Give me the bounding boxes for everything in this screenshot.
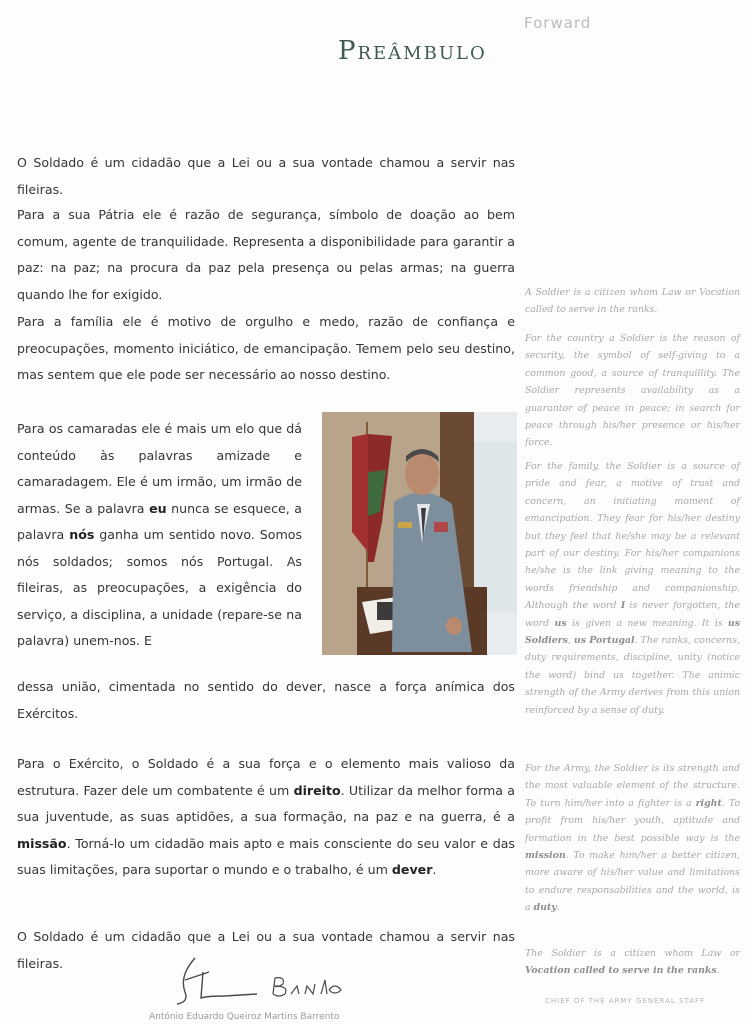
pt-paragraph-5: Para o Exército, o Soldado é a sua força e o elemento mais valioso da estrutura. Fazer dele um combatente é um direito. Utilizar da melhor forma a sua juventude, as suas aptidões, a sua formação, na paz e na guerra, é a missão. Torná-lo um cidadão mais apto e mais consciente do seu valor e das suas limitações, para suportar o mundo e o trabalho, é um dever. <box>17 756 515 877</box>
en-paragraph-3: For the family, the Soldier is a source of pride and fear, a motive of trust and concern, an initiating moment of emancipation. They fear for his/her destiny but they feel that he/she may be a relevant part of our destiny. For his/her companions he/she is the link giving meaning to the words friendship and companionship. Although the word I is never forgotten, the word us is given a new meaning. It is us Soldiers, us Portugal. The ranks, concerns, duty requirements, discipline, unity (notice the word) bind us together. The animic strength of the Army derives from this union reinforced by a sense of duty. <box>525 461 740 716</box>
pt-paragraph-3: Para a família ele é motivo de orgulho e medo, razão de confiança e preocupações, momento iniciático, de emancipação. Temem pelo seu destino, mas sentem que ele pode ser necessário ao nosso destino. <box>17 314 515 382</box>
word-eu: eu <box>149 500 167 516</box>
forward-label: Forward <box>524 14 592 32</box>
word-us: us <box>554 617 567 629</box>
general-portrait-photo <box>322 412 517 655</box>
word-vocation: Vocation called to serve in the ranks <box>525 965 717 977</box>
word-i: I <box>620 600 626 612</box>
pt-paragraph-1: O Soldado é um cidadão que a Lei ou a sua vontade chamou a servir nas fileiras. <box>17 155 515 197</box>
en-paragraph-5: The Soldier is a citizen whom Law or Vocation called to serve in the ranks. <box>525 948 740 977</box>
word-us-soldiers: us Soldiers <box>525 617 740 647</box>
word-us-portugal: us Portugal <box>573 635 635 647</box>
en-paragraph-1: A Soldier is a citizen whom Law or Vocation called to serve in the ranks. <box>525 287 740 316</box>
handwritten-signature <box>165 950 385 1010</box>
pt-paragraph-6: O Soldado é um cidadão que a Lei ou a sua vontade chamou a servir nas fileiras. <box>17 929 515 971</box>
page-title: Preâmbulo <box>338 36 487 66</box>
en-paragraph-4: For the Army, the Soldier is its strength and the most valuable element of the structure. To turn him/her into a fighter is a right. To profit from his/her youth, aptitude and formation in the best possible way is the mission. To make him/her a better citizen, more aware of his/her value and limitations to endure responsabilities and the world, is a duty. <box>525 763 740 914</box>
word-direito: direito <box>293 782 341 798</box>
en-paragraph-2: For the country a Soldier is the reason of security, the symbol of self-giving to a common good, a source of tranquillity. The Soldier represents availability as a guarantor of peace in peace; in search for peace through his/her presence or his/her force. <box>525 333 740 449</box>
word-duty: duty <box>533 902 557 914</box>
word-missao: missão <box>17 835 67 851</box>
word-right: right <box>695 797 722 809</box>
word-dever: dever <box>391 862 433 877</box>
pt-paragraph-2: Para a sua Pátria ele é razão de segurança, símbolo de doação ao bem comum, agente de tranquilidade. Representa a disponibilidade para garantir a paz: na paz; na procura da paz pela presença ou pelas armas; na guerra quando lhe for exigido. <box>17 207 515 302</box>
word-mission: mission <box>525 850 566 862</box>
pt-paragraph-4: Para os camaradas ele é mais um elo que dá conteúdo às palavras amizade e camaradagem. Ele é um irmão, um irmão de armas. Se a palavra eu nunca se esquece, a palavra nós ganha um sentido novo. Somos nós soldados; somos nós Portugal. As fileiras, as preocupações, a exigência do serviço, a disciplina, a unidade (repare-se na palavra) unem-nos. E <box>17 421 303 648</box>
signatory-role: CHIEF OF THE ARMY GENERAL STAFF <box>545 997 706 1005</box>
word-nos: nós <box>69 527 95 542</box>
pt-paragraph-4-continued: dessa união, cimentada no sentido do dever, nasce a força anímica dos Exércitos. <box>17 679 515 721</box>
signatory-name: António Eduardo Queiroz Martins Barrento <box>149 1012 340 1022</box>
